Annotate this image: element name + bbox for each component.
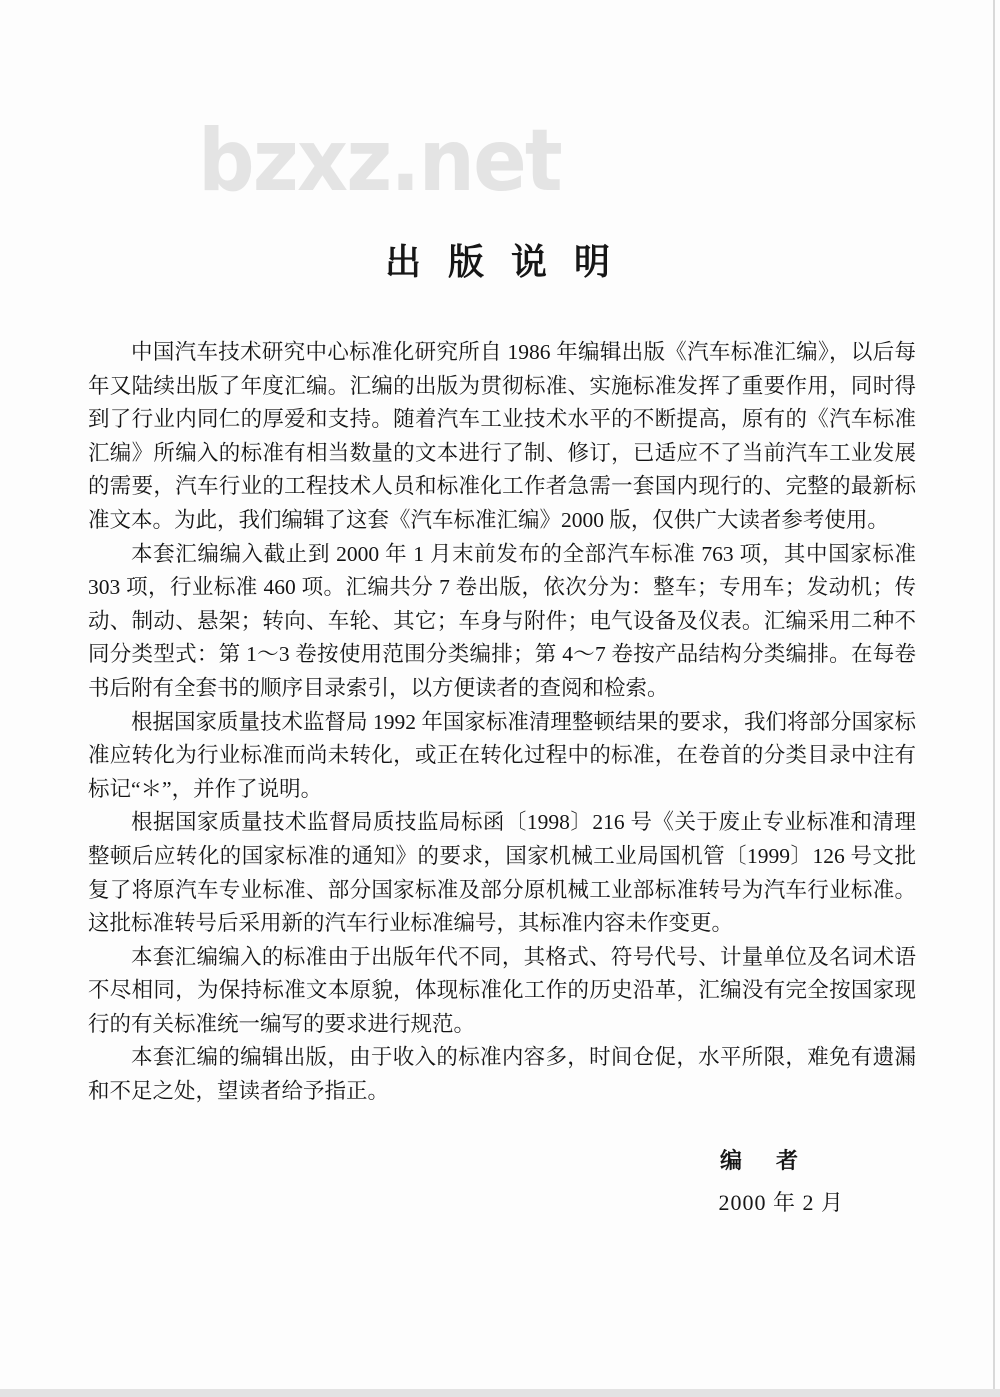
publication-date <box>88 1186 916 1217</box>
scan-edge-line <box>993 0 995 1397</box>
document-body <box>88 336 916 1109</box>
paragraph-4: 根据国家质量技术监督局质技监局标函〔1998〕216 号《关于废止专业标准和清理整顿后应转化的国家标准的通知》的要求，国家机械工业局国机管〔1999〕126 号文批复了将原汽车专业标准、部分国家标准及部分原机械工业部标准转号为汽车行业标准。这批标准转号后采用新的汽车行业标准编号，其标准内容未作变更。 <box>88 810 916 936</box>
page-title: 出 版 说 明 <box>384 242 619 282</box>
scan-bottom-bar <box>0 1389 1000 1397</box>
watermark-text: bzxz.net <box>198 111 561 211</box>
paragraph-1: 中国汽车技术研究中心标准化研究所自 1986 年编辑出版《汽车标准汇编》，以后每年又陆续出版了年度汇编。汇编的出版为贯彻标准、实施标准发挥了重要作用，同时得到了行业内同仁的厚爱和支持。随着汽车工业技术水平的不断提高，原有的《汽车标准汇编》所编入的标准有相当数量的文本进行了制、修订，已适应不了当前汽车工业发展的需要，汽车行业的工程技术人员和标准化工作者急需一套国内现行的、完整的最新标准文本。为此，我们编辑了这套《汽车标准汇编》2000 版，仅供广大读者参考使用。 <box>88 340 916 532</box>
paragraph-6: 本套汇编的编辑出版，由于收入的标准内容多，时间仓促，水平所限，难免有遗漏和不足之处，望读者给予指正。 <box>88 1045 916 1104</box>
date-text: 2000 年 2 月 <box>718 1190 844 1215</box>
paragraph-2: 本套汇编编入截止到 2000 年 1 月末前发布的全部汽车标准 763 项，其中国家标准 303 项，行业标准 460 项。汇编共分 7 卷出版，依次分为：整车；专用车；发动机；传动、制动、悬架；转向、车轮、其它；车身与附件；电气设备及仪表。汇编采用二种不同分类型式：第 1～3 卷按使用范围分类编排；第 4～7 卷按产品结构分类编排。在每卷书后附有全套书的顺序目录索引，以方便读者的查阅和检索。 <box>88 541 916 700</box>
signature-text: 编 者 <box>719 1148 804 1173</box>
signature <box>88 1144 916 1175</box>
paragraph-5: 本套汇编编入的标准由于出版年代不同，其格式、符号代号、计量单位及名词术语不尽相同，为保持标准文本原貌，体现标准化工作的历史沿革，汇编没有完全按国家现行的有关标准统一编写的要求进行规范。 <box>88 944 916 1036</box>
paragraph-3: 根据国家质量技术监督局 1992 年国家标准清理整顿结果的要求，我们将部分国家标准应转化为行业标准而尚未转化，或正在转化过程中的标准，在卷首的分类目录中注有标记“＊”，并作了说明。 <box>88 709 916 801</box>
